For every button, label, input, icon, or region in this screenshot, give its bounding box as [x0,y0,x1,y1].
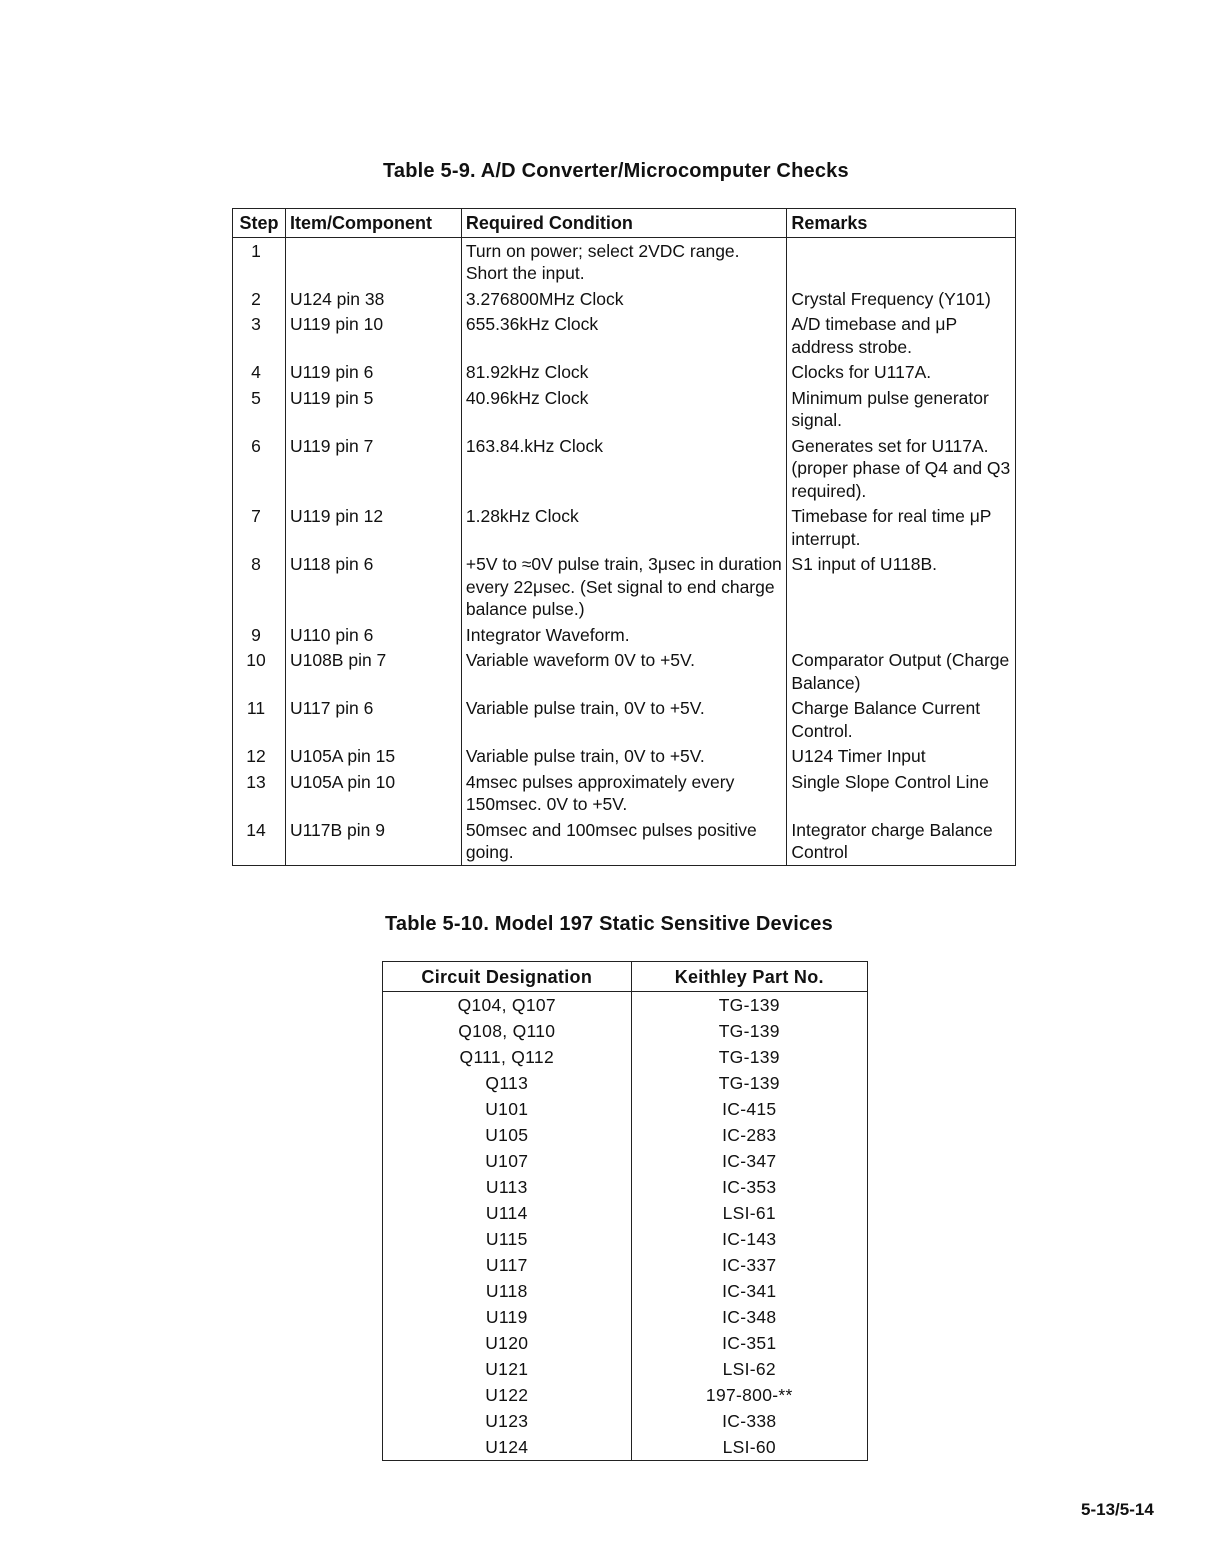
keithley-part-cell: IC-143 [722,1228,777,1249]
step-cell: 11 [233,695,286,743]
step-cell: 1 [233,237,286,286]
table-row [233,647,1016,695]
table-row [233,551,1016,622]
remarks-cell: Generates set for U117A. (proper phase of Q4 and Q3 required). [791,435,1011,501]
item-component-cell: U117 pin 6 [285,695,461,743]
keithley-part-cell: IC-283 [722,1124,777,1145]
table-row [233,695,1016,743]
circuit-designation-cell: U122 [383,1382,632,1408]
table-row [233,503,1016,551]
circuit-designation-cell: U113 [383,1174,632,1200]
keithley-part-cell: TG-139 [718,1046,780,1067]
remarks-cell: Charge Balance Current Control. [791,698,981,741]
step-cell: 13 [233,769,286,817]
item-component-cell: U119 pin 7 [285,433,461,504]
required-condition-cell: Variable pulse train, 0V to +5V. [461,743,787,769]
table-row [383,1330,868,1356]
table-row [383,1408,868,1434]
item-component-cell: U119 pin 6 [285,359,461,385]
table-5-10-title: Table 5-10. Model 197 Static Sensitive Devices [385,913,833,935]
item-component-cell: U105A pin 10 [285,769,461,817]
required-condition-cell: 40.96kHz Clock [461,385,787,433]
circuit-designation-cell: U119 [383,1304,632,1330]
required-condition-cell: 1.28kHz Clock [461,503,787,551]
circuit-designation-cell: Q104, Q107 [383,991,632,1018]
table-row [383,1018,868,1044]
item-component-cell: U110 pin 6 [285,622,461,648]
required-condition-cell: Variable waveform 0V to +5V. [461,647,787,695]
remarks-cell: Timebase for real time μP interrupt. [791,506,992,549]
circuit-designation-cell: U114 [383,1200,632,1226]
remarks-cell: Single Slope Control Line [791,771,989,792]
table-row [383,1434,868,1461]
step-cell: 7 [233,503,286,551]
table-row [383,991,868,1018]
table-row [383,1252,868,1278]
table-row [233,817,1016,866]
step-cell: 14 [233,817,286,866]
table-row [383,1096,868,1122]
header-keithley-part-no: Keithley Part No. [631,962,867,992]
step-cell: 10 [233,647,286,695]
keithley-part-cell: TG-139 [718,1072,780,1093]
remarks-cell [787,622,1016,648]
table-row [383,1122,868,1148]
page-number: 5-13/5-14 [1081,1500,1154,1519]
remarks-cell: S1 input of U118B. [791,554,937,574]
item-component-cell [285,237,461,286]
keithley-part-cell: LSI-61 [722,1202,776,1223]
table-row [233,237,1016,286]
remarks-cell [787,237,1016,286]
step-cell: 3 [233,311,286,359]
circuit-designation-cell: Q113 [383,1070,632,1096]
required-condition-cell: 4msec pulses approximately every 150msec. 0V to +5V. [461,769,787,817]
header-step: Step [233,209,286,238]
header-circuit-designation: Circuit Designation [383,962,632,992]
table-5-9-title: Table 5-9. A/D Converter/Microcomputer Checks [383,160,849,182]
keithley-part-cell: IC-337 [722,1254,777,1275]
table-row [383,1174,868,1200]
remarks-cell: Clocks for U117A. [791,362,932,382]
required-condition-cell: +5V to ≈0V pulse train, 3μsec in duration every 22μsec. (Set signal to end charge balance pulse.) [461,551,787,622]
required-condition-cell: 3.276800MHz Clock [461,286,787,312]
keithley-part-cell: LSI-60 [722,1436,776,1457]
table-row [383,1226,868,1252]
remarks-cell: U124 Timer Input [791,746,926,766]
step-cell: 5 [233,385,286,433]
circuit-designation-cell: U105 [383,1122,632,1148]
remarks-cell: Crystal Frequency (Y101) [791,288,991,309]
table-row [233,311,1016,359]
circuit-designation-cell: U120 [383,1330,632,1356]
keithley-part-cell: 197-800-** [705,1384,793,1405]
table-row [233,359,1016,385]
keithley-part-cell: IC-341 [722,1280,777,1301]
header-remarks: Remarks [787,209,1016,238]
item-component-cell: U105A pin 15 [285,743,461,769]
step-cell: 9 [233,622,286,648]
circuit-designation-cell: U124 [383,1434,632,1461]
item-component-cell: U119 pin 10 [285,311,461,359]
table-header-row [383,962,868,992]
remarks-cell: Minimum pulse generator signal. [791,387,989,430]
table-row [233,385,1016,433]
keithley-part-cell: IC-415 [722,1098,777,1119]
keithley-part-cell: LSI-62 [722,1358,776,1379]
step-cell: 6 [233,433,286,504]
remarks-cell: Integrator charge Balance Control [791,819,993,862]
table-row [383,1200,868,1226]
required-condition-cell: 50msec and 100msec pulses positive going. [461,817,787,866]
keithley-part-cell: TG-139 [718,994,780,1015]
step-cell: 2 [233,286,286,312]
circuit-designation-cell: U121 [383,1356,632,1382]
ad-converter-checks-table [232,208,1016,866]
item-component-cell: U108B pin 7 [285,647,461,695]
table-header-row [233,209,1016,238]
required-condition-cell: 655.36kHz Clock [461,311,787,359]
step-cell: 8 [233,551,286,622]
header-item-component: Item/Component [285,209,461,238]
table-row [383,1070,868,1096]
remarks-cell: Comparator Output (Charge Balance) [791,650,1010,693]
table-row [383,1304,868,1330]
item-component-cell: U119 pin 5 [285,385,461,433]
step-cell: 12 [233,743,286,769]
keithley-part-cell: IC-348 [722,1306,777,1327]
table-row [233,622,1016,648]
required-condition-cell: Turn on power; select 2VDC range. Short the input. [461,237,787,286]
circuit-designation-cell: Q108, Q110 [383,1018,632,1044]
circuit-designation-cell: Q111, Q112 [383,1044,632,1070]
required-condition-cell: 81.92kHz Clock [461,359,787,385]
keithley-part-cell: IC-353 [722,1176,777,1197]
remarks-cell: A/D timebase and μP address strobe. [791,314,957,357]
circuit-designation-cell: U115 [383,1226,632,1252]
circuit-designation-cell: U117 [383,1252,632,1278]
table-row [383,1356,868,1382]
header-required-condition: Required Condition [461,209,787,238]
circuit-designation-cell: U118 [383,1278,632,1304]
table-row [383,1148,868,1174]
circuit-designation-cell: U107 [383,1148,632,1174]
item-component-cell: U117B pin 9 [285,817,461,866]
table-row [383,1278,868,1304]
required-condition-cell: Integrator Waveform. [461,622,787,648]
item-component-cell: U118 pin 6 [285,551,461,622]
circuit-designation-cell: U123 [383,1408,632,1434]
item-component-cell: U119 pin 12 [285,503,461,551]
static-sensitive-devices-table [382,961,868,1461]
table-row [383,1382,868,1408]
table-row [383,1044,868,1070]
required-condition-cell: Variable pulse train, 0V to +5V. [461,695,787,743]
keithley-part-cell: TG-139 [718,1020,780,1041]
table-row [233,433,1016,504]
item-component-cell: U124 pin 38 [285,286,461,312]
table-row [233,743,1016,769]
keithley-part-cell: IC-338 [722,1410,777,1431]
keithley-part-cell: IC-347 [722,1150,777,1171]
required-condition-cell: 163.84.kHz Clock [461,433,787,504]
keithley-part-cell: IC-351 [722,1332,777,1353]
circuit-designation-cell: U101 [383,1096,632,1122]
step-cell: 4 [233,359,286,385]
table-row [233,286,1016,312]
table-row [233,769,1016,817]
